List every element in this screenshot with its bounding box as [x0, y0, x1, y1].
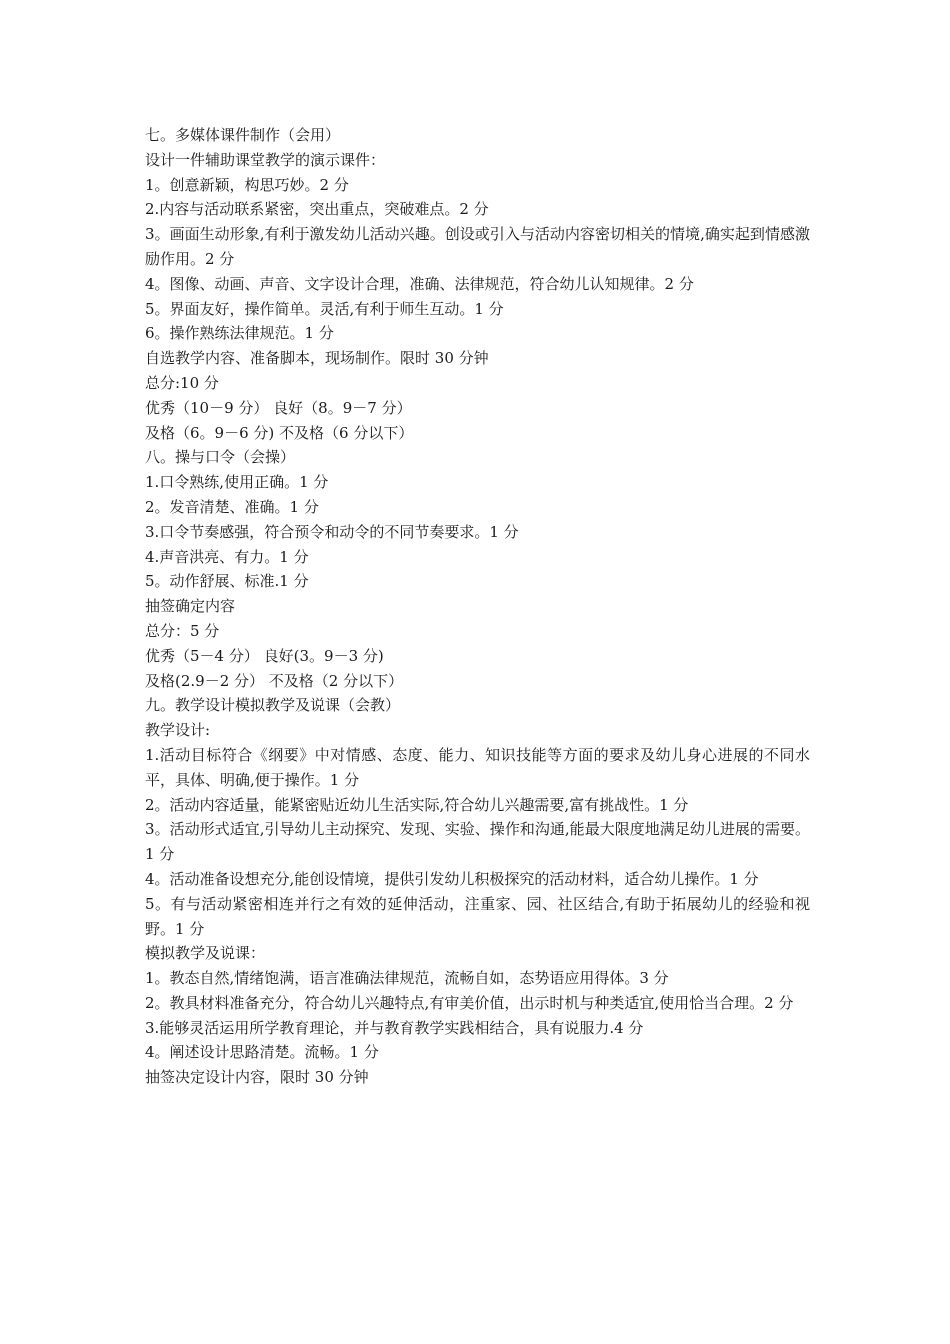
text-line: 5。界面友好，操作简单。灵活,有利于师生互动。1 分	[145, 299, 504, 318]
text-line: 总分:10 分	[145, 373, 219, 392]
text-line: 1.活动目标符合《纲要》中对情感、态度、能力、知识技能等方面的要求及幼儿身心进展的不同水平，具体、明确,便于操作。1 分	[145, 745, 810, 789]
text-line: 5。有与活动紧密相连并行之有效的延伸活动，注重家、园、社区结合,有助于拓展幼儿的经验和视野。1 分	[145, 894, 810, 938]
text-line: 1。创意新颖，构思巧妙。2 分	[145, 175, 349, 194]
text-line: 及格（6。9－6 分) 不及格（6 分以下）	[145, 423, 414, 442]
document-body	[145, 123, 810, 1090]
text-line: 自选教学内容、准备脚本，现场制作。限时 30 分钟	[145, 349, 489, 368]
text-line: 教学设计:	[145, 721, 211, 740]
text-line: 3。画面生动形象,有利于激发幼儿活动兴趣。创设或引入与活动内容密切相关的情境,确实起到情感激励作用。2 分	[145, 225, 810, 268]
text-line: 6。操作熟练法律规范。1 分	[145, 324, 334, 343]
text-line: 4。图像、动画、声音、文字设计合理，准确、法律规范，符合幼儿认知规律。2 分	[145, 274, 694, 293]
text-line: 七。多媒体课件制作（会用）	[145, 126, 341, 144]
text-line: 4。活动准备设想充分,能创设情境，提供引发幼儿积极探究的活动材料，适合幼儿操作。1 分	[145, 869, 759, 888]
text-line: 2。活动内容适量，能紧密贴近幼儿生活实际,符合幼儿兴趣需要,富有挑战性。1 分	[145, 795, 689, 814]
text-line: 3.口令节奏感强，符合预令和动令的不同节奏要求。1 分	[145, 522, 519, 541]
text-line: 设计一件辅助课堂教学的演示课件：	[145, 150, 386, 169]
text-line: 优秀（10－9 分） 良好（8。9－7 分）	[145, 398, 412, 417]
text-line: 八。操与口令（会操）	[145, 448, 296, 467]
text-line: 优秀（5－4 分） 良好(3。9－3 分)	[145, 646, 384, 665]
text-line: 模拟教学及说课：	[145, 944, 266, 963]
text-line: 2。教具材料准备充分，符合幼儿兴趣特点,有审美价值，出示时机与种类适宜,使用恰当合理。2 分	[145, 993, 794, 1012]
text-line: 3。活动形式适宜,引导幼儿主动探究、发现、实验、操作和沟通,能最大限度地满足幼儿进展的需要。1 分	[145, 820, 810, 864]
text-line: 5。动作舒展、标准.1 分	[145, 572, 309, 591]
text-line: 总分：5 分	[145, 621, 220, 640]
text-line: 1.口令熟练,使用正确。1 分	[145, 473, 329, 492]
text-line: 抽签决定设计内容，限时 30 分钟	[145, 1068, 369, 1087]
text-line: 3.能够灵活运用所学教育理论，并与教育教学实践相结合，具有说服力.4 分	[145, 1018, 644, 1037]
text-line: 抽签确定内容	[145, 597, 236, 616]
text-line: 及格(2.9－2 分） 不及格（2 分以下）	[145, 671, 404, 690]
text-line: 2。发音清楚、准确。1 分	[145, 497, 319, 516]
text-line: 1。教态自然,情绪饱满，语言准确法律规范，流畅自如，态势语应用得体。3 分	[145, 969, 669, 988]
text-line: 4.声音洪亮、有力。1 分	[145, 547, 309, 566]
text-line: 4。阐述设计思路清楚。流畅。1 分	[145, 1043, 379, 1062]
text-line: 九。教学设计模拟教学及说课（会教）	[145, 696, 401, 715]
text-line: 2.内容与活动联系紧密，突出重点，突破难点。2 分	[145, 200, 489, 219]
